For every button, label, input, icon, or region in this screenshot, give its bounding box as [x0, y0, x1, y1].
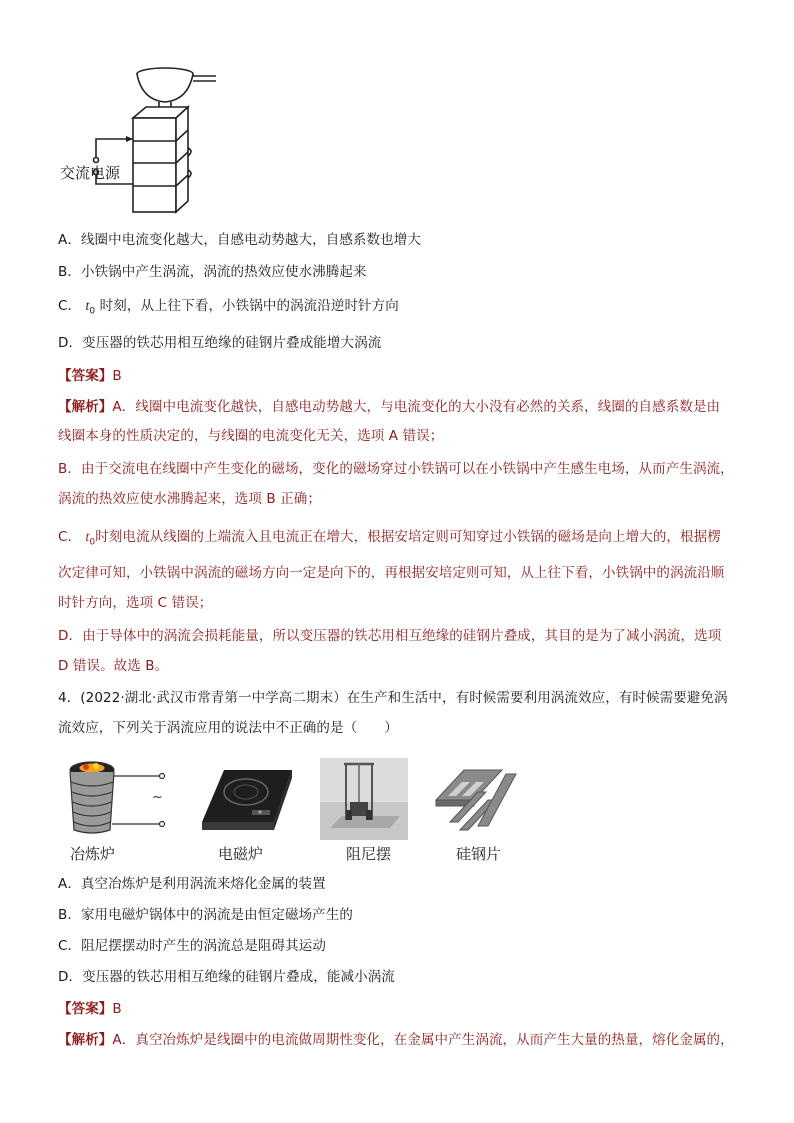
- q4-option-a: A．真空冶炼炉是利用涡流来熔化金属的装置: [58, 876, 326, 892]
- q3-analysis-line: 涡流的热效应使水沸腾起来，选项 B 正确；: [58, 491, 321, 507]
- q3-analysis-line: B．由于交流电在线圈中产生变化的磁场，变化的磁场穿过小铁锅可以在小铁锅中产生感生电场，从而产生涡流，: [58, 461, 734, 477]
- answer-value: B: [112, 368, 122, 384]
- t-subscript: 0: [89, 306, 96, 317]
- q3-option-a: A．线圈中电流变化越大，自感电动势越大，自感系数也增大: [58, 232, 421, 248]
- q3-answer: [58, 366, 122, 386]
- q4-analysis-line: 【解析】A．真空冶炼炉是线圈中的电流做周期性变化，在金属中产生涡流，从而产生大量的热量，熔化金属的，: [58, 1032, 734, 1048]
- induction-heating-diagram: [58, 62, 218, 217]
- q4-option-c: C．阻尼摆摆动时产生的涡流总是阻碍其运动: [58, 938, 326, 954]
- q4-answer: [58, 999, 122, 1019]
- damping-pendulum-icon: [320, 758, 408, 840]
- image-label-damping-pendulum: 阻尼摆: [346, 845, 392, 863]
- q4-stem: 流效应，下列关于涡流应用的说法中不正确的是（ ）: [58, 720, 398, 736]
- q3-option-c-text: 时刻，从上往下看，小铁锅中的涡流沿逆时针方向: [99, 298, 399, 314]
- q3-analysis-line: 【解析】A．线圈中电流变化越快，自感电动势越大，与电流变化的大小没有必然的关系，线圈的自感系数是由: [58, 399, 721, 415]
- answer-value: B: [112, 1001, 122, 1017]
- q3-analysis-line: 次定律可知，小铁锅中涡流的磁场方向一定是向下的，再根据安培定则可知，从上往下看，小铁锅中的涡流沿顺: [58, 565, 725, 581]
- q3-analysis-line: D 错误。故选 B。: [58, 658, 169, 674]
- answer-tag: 【答案】: [58, 1001, 113, 1017]
- q3-analysis-line: C． $t_0$时刻电流从线圈的上端流入且电流正在增大，根据安培定则可知穿过小铁锅的磁场是向上增大的，根据楞: [58, 529, 721, 548]
- induction-cooker-icon: [196, 762, 296, 838]
- q3-option-d: D．变压器的铁芯用相互绝缘的硅钢片叠成能增大涡流: [58, 335, 382, 351]
- analysis-tag: 【解析】: [58, 1032, 113, 1048]
- q3-option-c: [58, 296, 399, 322]
- ac-tilde: ~: [152, 790, 163, 805]
- q3-analysis-line: 时针方向，选项 C 错误；: [58, 595, 213, 611]
- ac-source-label: 交流电源: [60, 164, 121, 182]
- q4-option-d: D．变压器的铁芯用相互绝缘的硅钢片叠成，能减小涡流: [58, 969, 395, 985]
- q3-analysis-line: 线圈本身的性质决定的，与线圈的电流变化无关，选项 A 错误；: [58, 428, 444, 444]
- image-label-silicon-steel-sheet: 硅钢片: [456, 845, 502, 863]
- image-label-induction-cooker: 电磁炉: [218, 845, 264, 863]
- q3-analysis-line: D．由于导体中的涡流会损耗能量，所以变压器的铁芯用相互绝缘的硅钢片叠成，其目的是为了减小涡流，选项: [58, 628, 722, 644]
- image-label-smelting-furnace: 冶炼炉: [70, 845, 116, 863]
- q4-option-b: B．家用电磁炉锅体中的涡流是由恒定磁场产生的: [58, 907, 353, 923]
- q4-stem: 4．(2022·湖北·武汉市常青第一中学高二期末）在生产和生活中，有时候需要利用涡流效应，有时候需要避免涡: [58, 690, 728, 706]
- q3-option-b: B．小铁锅中产生涡流，涡流的热效应使水沸腾起来: [58, 264, 367, 280]
- answer-tag: 【答案】: [58, 368, 113, 384]
- analysis-tag: 【解析】: [58, 399, 113, 415]
- q3-option-c-prefix: C．: [58, 298, 82, 314]
- silicon-steel-sheet-icon: [432, 760, 524, 838]
- t-symbol: t: [85, 298, 90, 313]
